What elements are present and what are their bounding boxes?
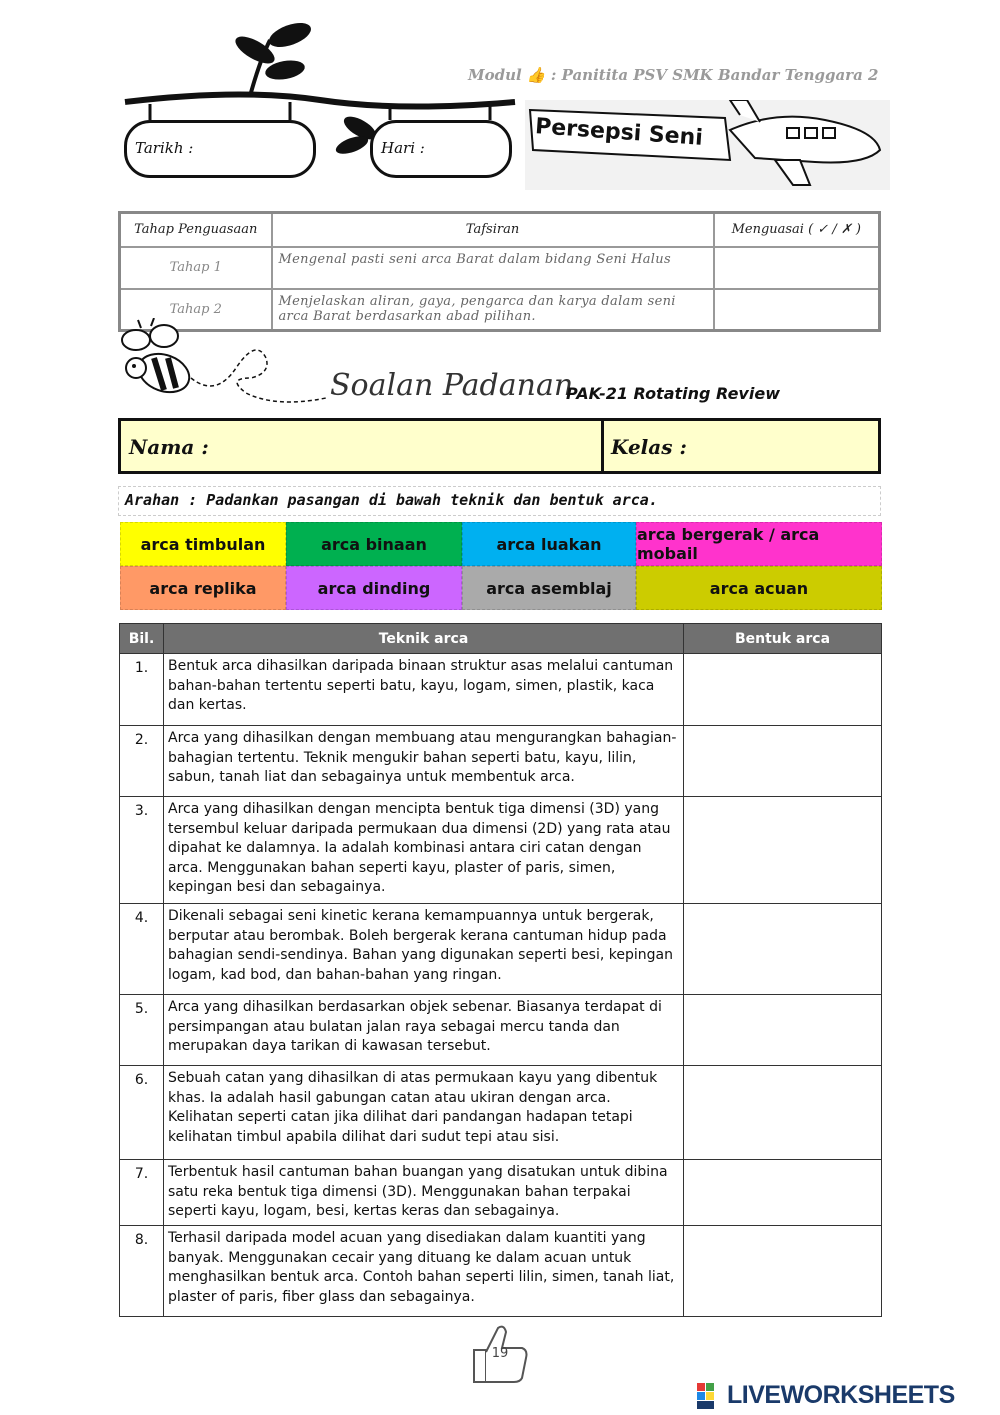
teknik-cell: Bentuk arca dihasilkan daripada binaan struktur asas melalui cantuman bahan-bahan tertentu seperti batu, kayu, logam, simen, plastik, kaca dan kertas. [164, 654, 684, 726]
bil-cell: 3. [120, 797, 164, 904]
teknik-cell: Arca yang dihasilkan dengan mencipta bentuk tiga dimensi (3D) yang tersembul keluar daripada permukaan dua dimensi (2D) yang rata atau dipahat ke dalamnya. Ia adalah kombinasi antara ciri catan dengan arca. Menggunakan bahan seperti kayu, plaster of paris, simen, kepingan besi dan sebagainya. [164, 797, 684, 904]
bentuk-answer-cell[interactable] [684, 1066, 882, 1160]
bil-cell: 7. [120, 1160, 164, 1226]
menguasai-cell[interactable] [714, 289, 880, 331]
tahap-cell: Tahap 2 [120, 289, 272, 331]
col-header-teknik: Teknik arca [164, 624, 684, 654]
bil-cell: 4. [120, 904, 164, 995]
option-chip[interactable]: arca dinding [286, 566, 462, 610]
page-number: 19 [491, 1346, 509, 1361]
bil-cell: 1. [120, 654, 164, 726]
option-chip[interactable]: arca replika [120, 566, 286, 610]
col-header-tafsiran: Tafsiran [272, 213, 714, 247]
table-row [120, 247, 880, 289]
kelas-field[interactable]: Kelas : [611, 435, 687, 459]
divider [601, 421, 604, 471]
option-chip[interactable]: arca bergerak / arca mobail [636, 522, 882, 566]
section-title: Soalan Padanan [330, 368, 574, 403]
option-chip[interactable]: arca timbulan [120, 522, 286, 566]
instructions: Arahan : Padankan pasangan di bawah teknik dan bentuk arca. [118, 486, 881, 516]
table-row [120, 995, 882, 1066]
bee-icon [116, 318, 336, 413]
option-chip[interactable]: arca acuan [636, 566, 882, 610]
bentuk-answer-cell[interactable] [684, 1226, 882, 1317]
tahap-cell: Tahap 1 [120, 247, 272, 289]
teknik-cell: Terbentuk hasil cantuman bahan buangan yang disatukan untuk dibina satu reka bentuk tiga dimensi (3D). Menggunakan bahan terpakai seperti kayu, logam, besi, kertas keras dan sebagainya. [164, 1160, 684, 1226]
bentuk-answer-cell[interactable] [684, 904, 882, 995]
table-row [120, 1066, 882, 1160]
hari-field[interactable] [370, 120, 512, 178]
bentuk-answer-cell[interactable] [684, 726, 882, 797]
tahap-penguasaan-table [118, 211, 881, 332]
nama-field[interactable]: Nama : [129, 435, 209, 459]
table-row [120, 1226, 882, 1317]
table-row [120, 1160, 882, 1226]
col-header-tahap: Tahap Penguasaan [120, 213, 272, 247]
option-chip[interactable]: arca asemblaj [462, 566, 636, 610]
option-chip[interactable]: arca luakan [462, 522, 636, 566]
tafsiran-cell: Mengenal pasti seni arca Barat dalam bidang Seni Halus [272, 247, 714, 289]
persepsi-seni-banner [525, 100, 890, 190]
bil-cell: 6. [120, 1066, 164, 1160]
airplane-banner-icon [525, 100, 890, 190]
banner-title: Persepsi Seni [534, 114, 704, 151]
table-header-row [120, 213, 880, 247]
table-row [120, 797, 882, 904]
table-header-row [120, 624, 882, 654]
liveworksheets-logo-icon [697, 1383, 723, 1409]
tarikh-label: Tarikh : [135, 139, 194, 157]
bil-cell: 5. [120, 995, 164, 1066]
option-chip[interactable]: arca binaan [286, 522, 462, 566]
brand-wordmark: LIVEWORKSHEETS [727, 1381, 955, 1409]
table-row [120, 904, 882, 995]
modul-line: Modul 👍 : Panitita PSV SMK Bandar Tenggara 2 [468, 66, 879, 84]
section-subtitle: PAK-21 Rotating Review [566, 384, 780, 403]
student-info-box [118, 418, 881, 474]
teknik-arca-table [119, 623, 882, 1317]
answer-options [120, 522, 882, 610]
table-row [120, 726, 882, 797]
table-row [120, 654, 882, 726]
teknik-cell: Arca yang dihasilkan dengan membuang atau mengurangkan bahagian-bahagian tertentu. Teknik mengukir bahan seperti batu, kayu, lilin, sabun, tanah liat dan sebagainya untuk membentuk arca. [164, 726, 684, 797]
col-header-menguasai: Menguasai ( ✓ / ✗ ) [714, 213, 880, 247]
tafsiran-cell: Menjelaskan aliran, gaya, pengarca dan karya dalam seni arca Barat berdasarkan abad pilihan. [272, 289, 714, 331]
col-header-bentuk: Bentuk arca [684, 624, 882, 654]
bentuk-answer-cell[interactable] [684, 654, 882, 726]
teknik-cell: Arca yang dihasilkan berdasarkan objek sebenar. Biasanya terdapat di persimpangan atau bulatan jalan raya sebagai mercu tanda dan merupakan daya tarikan di kawasan tersebut. [164, 995, 684, 1066]
bil-cell: 2. [120, 726, 164, 797]
tarikh-field[interactable] [124, 120, 316, 178]
teknik-cell: Terhasil daripada model acuan yang disediakan dalam kuantiti yang banyak. Menggunakan cecair yang dituang ke dalam acuan untuk menghasilkan bentuk arca. Contoh bahan seperti lilin, simen, tanah liat, plaster of paris, fiber glass dan sebagainya. [164, 1226, 684, 1317]
teknik-cell: Sebuah catan yang dihasilkan di atas permukaan kayu yang dibentuk khas. Ia adalah hasil gabungan catan atau ukiran dengan arca. Kelihatan seperti catan jika dilihat dari pandangan hadapan tetapi kelihatan timbul apabila dilihat dari sudut tepi atau sisi. [164, 1066, 684, 1160]
bentuk-answer-cell[interactable] [684, 797, 882, 904]
bil-cell: 8. [120, 1226, 164, 1317]
menguasai-cell[interactable] [714, 247, 880, 289]
bentuk-answer-cell[interactable] [684, 995, 882, 1066]
col-header-bil: Bil. [120, 624, 164, 654]
teknik-cell: Dikenali sebagai seni kinetic kerana kemampuannya untuk bergerak, berputar atau berombak. Boleh bergerak kerana cantuman hidup pada bahagian sendi-sendinya. Bahan yang digunakan seperti besi, kepingan logam, kad bod, dan bahan-bahan yang ringan. [164, 904, 684, 995]
hari-label: Hari : [381, 139, 425, 157]
bentuk-answer-cell[interactable] [684, 1160, 882, 1226]
